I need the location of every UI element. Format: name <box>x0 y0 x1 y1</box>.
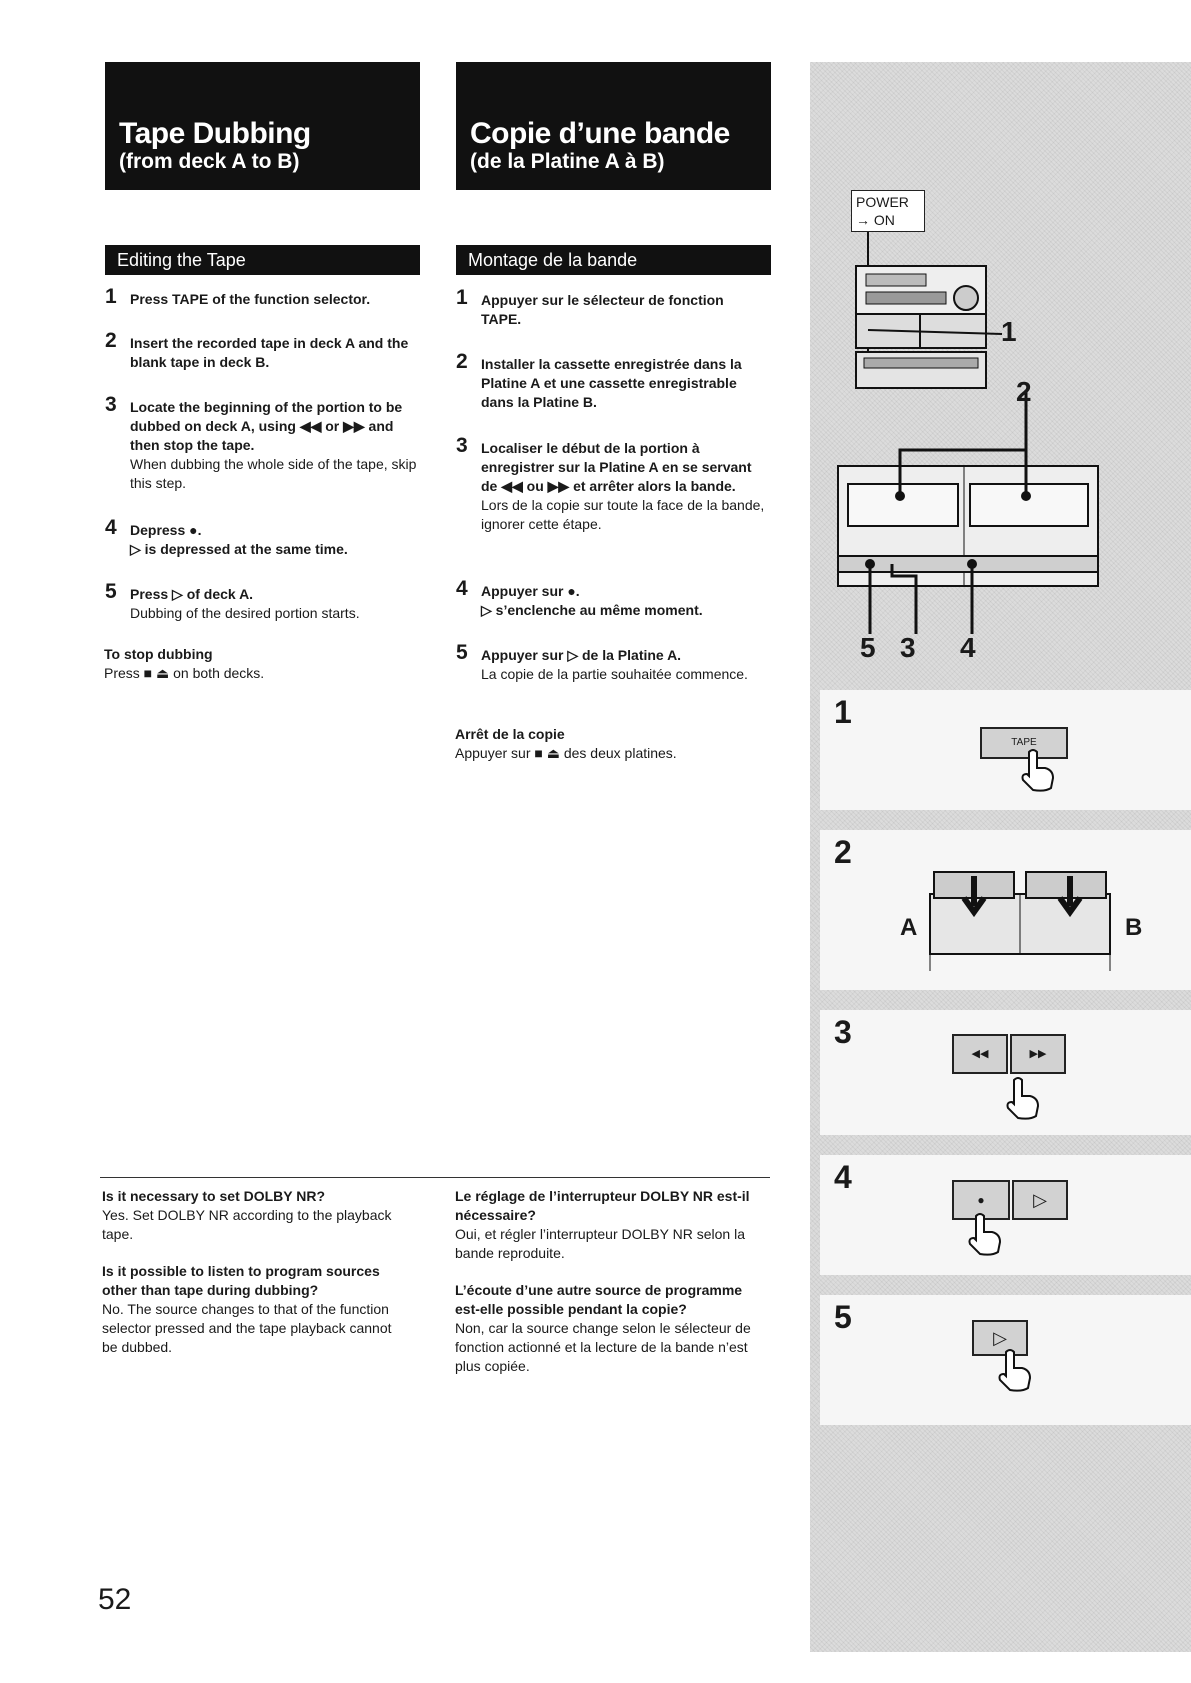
english-title: Tape Dubbing <box>119 117 311 150</box>
callout-3: 3 <box>900 632 916 663</box>
english-step-1: 1 Press TAPE of the function selector. <box>105 285 371 308</box>
french-step-5: 5 Appuyer sur ▷ de la Platine A. La copie de la partie souhaitée commence. <box>456 641 748 682</box>
panel-2-number: 2 <box>834 834 852 870</box>
hand-pointer-icon <box>962 1212 1008 1258</box>
french-title-block <box>456 62 771 190</box>
panel-4-number: 4 <box>834 1159 852 1195</box>
deck-b-label: B <box>1125 914 1143 941</box>
callout-1: 1 <box>1001 316 1017 347</box>
deck-a-play-button[interactable]: ▷ <box>972 1320 1028 1356</box>
hand-pointer-icon <box>1015 748 1061 794</box>
callout-5: 5 <box>860 632 876 663</box>
callout-4: 4 <box>960 632 976 663</box>
french-title: Copie d’une bande <box>470 117 730 150</box>
record-button[interactable]: ● <box>952 1180 1010 1220</box>
callout-2: 2 <box>1016 376 1032 407</box>
english-step-4: 4 Depress ●. ▷ is depressed at the same time. <box>105 516 348 557</box>
stereo-system-diagram <box>820 230 1190 660</box>
english-section-heading: Editing the Tape <box>105 245 420 275</box>
french-step-4: 4 Appuyer sur ●. ▷ s’enclenche au même moment. <box>456 577 703 618</box>
english-title-block <box>105 62 420 190</box>
hand-pointer-icon <box>992 1348 1038 1394</box>
rewind-button[interactable]: ◀◀ <box>952 1034 1008 1074</box>
french-step-3: 3 Localiser le début de la portion à enregistrer sur la Platine A en se servant de ◀◀ ou ▶▶ et arrêter alors la bande. Lors de la copie sur toute la face de la bande, ignorer cette étape. <box>456 434 765 532</box>
deck-a-label: A <box>900 914 918 941</box>
panel-1-number: 1 <box>834 694 852 730</box>
play-button[interactable]: ▷ <box>1012 1180 1068 1220</box>
hand-pointer-icon <box>1000 1076 1046 1122</box>
french-faq: Le réglage de l’interrupteur DOLBY NR est-il nécessaire? Oui, et régler l’interrupteur DOLBY NR selon la bande reproduite. L’écoute d’une autre source de programme est-elle possible pendant la copie? Non, car la source change selon le sélecteur de fonction actionné et la lecture de la bande n’est plus copiée. <box>455 1188 751 1374</box>
french-step-2: 2 Installer la cassette enregistrée dans la Platine A et une cassette enregistrable dans la Platine B. <box>456 350 742 410</box>
fast-forward-button[interactable]: ▶▶ <box>1010 1034 1066 1074</box>
french-section-heading: Montage de la bande <box>456 245 771 275</box>
english-stop-dubbing: To stop dubbing Press ■ ⏏ on both decks. <box>104 646 265 681</box>
cassette-insert-diagram <box>920 846 1120 976</box>
faq-divider <box>100 1177 770 1178</box>
english-step-3: 3 Locate the beginning of the portion to be dubbed on deck A, using ◀◀ or ▶▶ and then stop the tape. When dubbing the whole side of the tape, skip this step. <box>105 393 417 491</box>
tape-button[interactable]: TAPE <box>980 727 1068 759</box>
panel-5-number: 5 <box>834 1299 852 1335</box>
english-subtitle: (from deck A to B) <box>119 150 300 173</box>
english-step-5: 5 Press ▷ of deck A. Dubbing of the desired portion starts. <box>105 580 360 621</box>
french-step-1: 1 Appuyer sur le sélecteur de fonction TAPE. <box>456 286 724 327</box>
power-label: POWER → ON <box>851 190 925 232</box>
panel-3-number: 3 <box>834 1014 852 1050</box>
english-faq: Is it necessary to set DOLBY NR? Yes. Set DOLBY NR according to the playback tape. Is it possible to listen to program sources other than tape during dubbing? No. The source changes to that of the function selector pressed and the tape playback cannot be dubbed. <box>102 1188 392 1355</box>
french-stop-dubbing: Arrêt de la copie Appuyer sur ■ ⏏ des deux platines. <box>455 726 677 761</box>
page-number: 52 <box>98 1583 132 1616</box>
english-step-2: 2 Insert the recorded tape in deck A and the blank tape in deck B. <box>105 329 409 370</box>
french-subtitle: (de la Platine A à B) <box>470 150 665 173</box>
